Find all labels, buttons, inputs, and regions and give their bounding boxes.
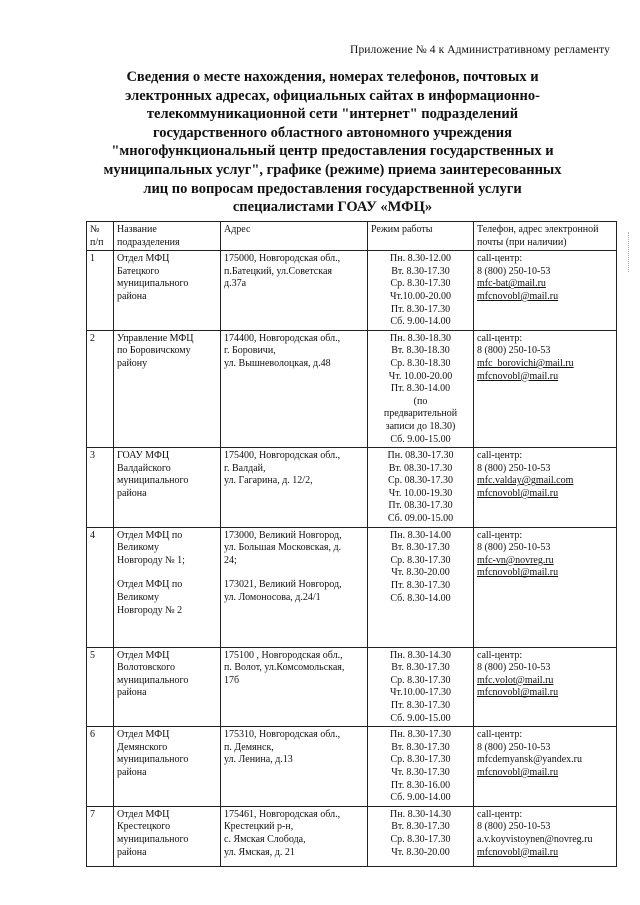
address-line: ул. Ломоносова, д.24/1 xyxy=(224,592,321,604)
email-link[interactable]: mfcnovobl@mail.ru xyxy=(477,767,559,778)
contact-line: call-центр: xyxy=(477,649,523,661)
schedule-line: Сб. 9.00-15.00 xyxy=(390,712,451,724)
offices-table xyxy=(86,221,617,867)
cell-address xyxy=(221,647,368,727)
email-link[interactable]: mfc-vn@novreg.ru xyxy=(477,554,554,566)
office-name-line: Отдел МФЦ xyxy=(117,649,170,661)
schedule-line: Вт. 8.30-17.30 xyxy=(391,265,450,277)
contact-line: call-центр: xyxy=(477,332,523,344)
cell-num xyxy=(87,647,114,727)
schedule-line: Пн. 08.30-17.30 xyxy=(387,450,454,462)
schedule-line: Ср. 8.30-17.30 xyxy=(390,674,451,686)
schedule-line: Ср. 8.30-18.30 xyxy=(390,357,451,369)
schedule-line: Чт.10.00-20.00 xyxy=(390,290,451,302)
cell-num xyxy=(87,448,114,528)
office-name-line: Отдел МФЦ xyxy=(117,253,170,265)
schedule-line: Сб. 8.30-14.00 xyxy=(390,592,451,604)
contact-line: 8 (800) 250-10-53 xyxy=(477,741,551,753)
schedule-line: Пн. 8.30-18.30 xyxy=(390,332,451,344)
contact-line: call-центр: xyxy=(477,808,523,820)
office-name-line: Отдел МФЦ по xyxy=(117,529,183,541)
schedule-line: Пн. 8.30-14.00 xyxy=(390,529,451,541)
office-name-line: муниципального xyxy=(117,278,189,290)
office-name-line: Крестецкого xyxy=(117,821,171,833)
address-line: г. Валдай, xyxy=(224,462,266,474)
address-line: Крестецкий р-н, xyxy=(224,821,294,833)
schedule-line: Сб. 9.00-14.00 xyxy=(390,792,451,804)
email-link[interactable]: mfcnovobl@mail.ru xyxy=(477,846,559,858)
title-line: муниципальных услуг", графике (режиме) приема заинтересованных xyxy=(103,161,562,178)
contact-line: 8 (800) 250-10-53 xyxy=(477,265,551,277)
contact-line: 8 (800) 250-10-53 xyxy=(477,821,551,833)
scan-margin-mark xyxy=(628,232,633,272)
title-line: государственного областного автономного учреждения xyxy=(153,124,512,141)
address-line: д.37а xyxy=(224,278,247,290)
cell-address xyxy=(221,251,368,331)
schedule-line: Пн. 8.30-17.30 xyxy=(390,729,451,741)
row-number: 6 xyxy=(90,729,95,741)
email-link[interactable]: mfcnovobl@mail.ru xyxy=(477,567,559,579)
schedule-line: Ср. 8.30-17.30 xyxy=(390,554,451,566)
cell-contacts xyxy=(474,527,617,647)
table-header-row xyxy=(87,222,617,251)
row-number: 7 xyxy=(90,808,95,820)
schedule-line: Ср. 08.30-17.30 xyxy=(388,475,453,487)
schedule-line: Пт. 8.30-17.30 xyxy=(390,303,451,315)
header-text: № xyxy=(90,224,100,235)
cell-office-name xyxy=(114,727,221,807)
cell-contacts xyxy=(474,806,617,866)
office-name-line: Демянского xyxy=(117,741,168,753)
schedule-line: Пт. 8.30-16.00 xyxy=(390,779,451,791)
cell-schedule xyxy=(368,647,474,727)
table-row xyxy=(87,806,617,866)
cell-contacts xyxy=(474,448,617,528)
cell-office-name xyxy=(114,647,221,727)
cell-schedule xyxy=(368,448,474,528)
schedule-line: Чт. 8.30-17.30 xyxy=(391,767,450,778)
address-line: 175100 , Новгородская обл., xyxy=(224,649,343,661)
cell-num xyxy=(87,806,114,866)
header-text: подразделения xyxy=(117,236,180,248)
schedule-line: Чт. 10.00-19.30 xyxy=(388,487,453,499)
office-name-line: Отдел МФЦ xyxy=(117,808,170,820)
address-line: с. Ямская Слобода, xyxy=(224,833,306,845)
email-link[interactable]: mfc.volot@mail.ru xyxy=(477,674,554,686)
header-text: п/п xyxy=(90,236,104,248)
header-text: почты (при наличии) xyxy=(477,236,567,248)
contact-line: call-центр: xyxy=(477,529,523,541)
schedule-line: Пт. 08.30-17.30 xyxy=(388,500,453,512)
header-text: Адрес xyxy=(224,224,251,235)
cell-office-name xyxy=(114,330,221,447)
office-name-line: Отдел МФЦ xyxy=(117,729,170,741)
address-line: 24; xyxy=(224,554,237,566)
header-text: Название xyxy=(117,224,157,235)
address-line: 17б xyxy=(224,674,240,686)
schedule-line: Вт. 8.30-17.30 xyxy=(391,662,450,674)
office-name-line: Управление МФЦ xyxy=(117,332,194,344)
office-name-line: района xyxy=(117,487,147,499)
schedule-line: Чт.10.00-17.30 xyxy=(390,687,451,699)
cell-schedule xyxy=(368,806,474,866)
table-row xyxy=(87,727,617,807)
address-line: ул. Вышневолоцкая, д.48 xyxy=(224,357,331,369)
cell-contacts xyxy=(474,647,617,727)
document-title xyxy=(70,68,595,217)
header-num xyxy=(87,222,114,251)
schedule-line: Пт. 8.30-17.30 xyxy=(390,700,451,712)
cell-schedule xyxy=(368,727,474,807)
schedule-line: Сб. 9.00-15.00 xyxy=(390,433,451,445)
row-number: 2 xyxy=(90,332,95,344)
address-line: 175000, Новгородская обл., xyxy=(224,253,341,265)
address-line: ул. Ленина, д.13 xyxy=(224,754,293,766)
contact-line: 8 (800) 250-10-53 xyxy=(477,542,551,554)
office-name-line: Волотовского xyxy=(117,662,175,674)
address-line: п.Батецкий, ул.Советская xyxy=(224,265,332,277)
schedule-line: Чт. 10.00-20.00 xyxy=(388,370,453,382)
email-link[interactable]: mfcnovobl@mail.ru xyxy=(477,290,559,302)
schedule-line: Вт. 8.30-17.30 xyxy=(391,542,450,554)
title-line: Сведения о месте нахождения, номерах телефонов, почтовых и xyxy=(126,69,539,85)
office-name-line: района xyxy=(117,687,147,699)
header-address xyxy=(221,222,368,251)
cell-num xyxy=(87,527,114,647)
schedule-line: Вт. 08.30-17.30 xyxy=(388,462,453,474)
address-line: 173000, Великий Новгород, xyxy=(224,529,342,541)
address-line: 174400, Новгородская обл., xyxy=(224,332,341,344)
cell-contacts xyxy=(474,330,617,447)
address-line: ул. Гагарина, д. 12/2, xyxy=(224,475,313,487)
schedule-line: Пн. 8.30-12.00 xyxy=(390,253,451,265)
title-line: лиц по вопросам предоставления государственной услуги xyxy=(143,180,522,197)
title-line: специалистами ГОАУ «МФЦ» xyxy=(232,199,433,216)
email-link[interactable]: mfcnovobl@mail.ru xyxy=(477,370,559,382)
cell-num xyxy=(87,727,114,807)
cell-address xyxy=(221,527,368,647)
schedule-line: Вт. 8.30-18.30 xyxy=(391,345,450,357)
cell-address xyxy=(221,727,368,807)
contact-line: call-центр: xyxy=(477,729,523,741)
table-row xyxy=(87,330,617,447)
table-row xyxy=(87,647,617,727)
office-name-line: Отдел МФЦ по xyxy=(117,579,183,591)
title-line: электронных адресах, официальных сайтах в информационно- xyxy=(125,87,540,104)
contact-line: mfcdemyansk@yandex.ru xyxy=(477,754,583,766)
row-number: 4 xyxy=(90,529,95,541)
office-name-line: Новгороду № 2 xyxy=(117,604,183,616)
cell-schedule xyxy=(368,527,474,647)
office-name-line: району xyxy=(117,357,148,369)
title-line: "многофункциональный центр предоставления государственных и xyxy=(111,143,554,160)
office-name-line: Новгороду № 1; xyxy=(117,554,185,566)
email-link[interactable]: mfc-bat@mail.ru xyxy=(477,278,546,290)
address-line: 175310, Новгородская обл., xyxy=(224,729,341,741)
office-name-line: района xyxy=(117,767,147,778)
schedule-line: Сб. 09.00-15.00 xyxy=(387,513,454,525)
office-name-line: Батецкого xyxy=(117,265,160,277)
address-line: 173021, Великий Новгород, xyxy=(224,579,342,591)
email-link[interactable]: mfcnovobl@mail.ru xyxy=(477,487,559,499)
cell-num xyxy=(87,330,114,447)
header-text: Телефон, адрес электронной xyxy=(477,224,599,235)
schedule-line: Пт. 8.30-14.00 xyxy=(390,383,451,395)
header-text: Режим работы xyxy=(371,224,433,235)
table-row xyxy=(87,448,617,528)
schedule-line: Чт. 8.30-20.00 xyxy=(391,567,450,579)
schedule-line: предварительной xyxy=(383,408,458,420)
cell-address xyxy=(221,806,368,866)
schedule-line: Вт. 8.30-17.30 xyxy=(391,821,450,833)
cell-address xyxy=(221,448,368,528)
cell-office-name xyxy=(114,251,221,331)
schedule-line: Ср. 8.30-17.30 xyxy=(390,833,451,845)
schedule-line: Ср. 8.30-17.30 xyxy=(390,754,451,766)
schedule-line: Пн. 8.30-14.30 xyxy=(390,649,451,661)
schedule-line: Чт. 8.30-20.00 xyxy=(391,846,450,858)
office-name-line: Великому xyxy=(117,592,159,604)
contact-line: 8 (800) 250-10-53 xyxy=(477,462,551,474)
address-line: п. Демянск, xyxy=(224,741,274,753)
address-line: ул. Ямская, д. 21 xyxy=(224,846,295,858)
schedule-line: записи до 18.30) xyxy=(385,420,456,432)
email-link[interactable]: mfc_borovichi@mail.ru xyxy=(477,357,574,369)
row-number: 1 xyxy=(90,253,95,265)
contact-line: call-центр: xyxy=(477,450,523,462)
office-name-line: муниципального xyxy=(117,833,189,845)
schedule-line: Ср. 8.30-17.30 xyxy=(390,278,451,290)
cell-contacts xyxy=(474,727,617,807)
contact-line: call-центр: xyxy=(477,253,523,265)
office-name-line: муниципального xyxy=(117,754,189,766)
address-line: 175461, Новгородская обл., xyxy=(224,808,341,820)
header-schedule xyxy=(368,222,474,251)
cell-office-name xyxy=(114,527,221,647)
header-contacts xyxy=(474,222,617,251)
cell-office-name xyxy=(114,448,221,528)
line-gap xyxy=(117,567,217,579)
cell-schedule xyxy=(368,330,474,447)
schedule-line: Вт. 8.30-17.30 xyxy=(391,741,450,753)
address-line: 175400, Новгородская обл., xyxy=(224,450,341,462)
table-row xyxy=(87,251,617,331)
title-line: телекоммуникационной сети "интернет" подразделений xyxy=(146,106,519,123)
address-line: ул. Большая Московская, д. xyxy=(224,542,342,554)
office-name-line: муниципального xyxy=(117,674,189,686)
address-line: п. Волот, ул.Комсомольская, xyxy=(224,662,345,674)
email-link[interactable]: mfc.valday@gmail.com xyxy=(477,475,574,487)
address-line: г. Боровичи, xyxy=(224,345,276,357)
office-name-line: района xyxy=(117,846,147,858)
appendix-label: Приложение № 4 к Административному регламенту xyxy=(350,44,610,56)
schedule-line: Сб. 9.00-14.00 xyxy=(390,316,451,328)
cell-address xyxy=(221,330,368,447)
row-number: 3 xyxy=(90,450,95,462)
schedule-line: (по xyxy=(413,395,428,407)
contact-line: 8 (800) 250-10-53 xyxy=(477,662,551,674)
cell-contacts xyxy=(474,251,617,331)
cell-schedule xyxy=(368,251,474,331)
row-number: 5 xyxy=(90,649,95,661)
cell-num xyxy=(87,251,114,331)
office-name-line: ГОАУ МФЦ xyxy=(117,450,170,462)
schedule-line: Пн. 8.30-14.30 xyxy=(390,808,451,820)
contact-line: a.v.koyvistoynen@novreg.ru xyxy=(477,833,593,845)
schedule-line: Пт. 8.30-17.30 xyxy=(390,580,451,592)
office-name-line: по Боровичскому xyxy=(117,345,191,357)
cell-office-name xyxy=(114,806,221,866)
office-name-line: района xyxy=(117,290,147,302)
contact-line: 8 (800) 250-10-53 xyxy=(477,345,551,357)
office-name-line: муниципального xyxy=(117,475,189,487)
table-row xyxy=(87,527,617,647)
office-name-line: Валдайского xyxy=(117,462,171,474)
line-gap xyxy=(224,567,364,579)
header-name xyxy=(114,222,221,251)
office-name-line: Великому xyxy=(117,542,159,554)
email-link[interactable]: mfcnovobl@mail.ru xyxy=(477,687,559,699)
